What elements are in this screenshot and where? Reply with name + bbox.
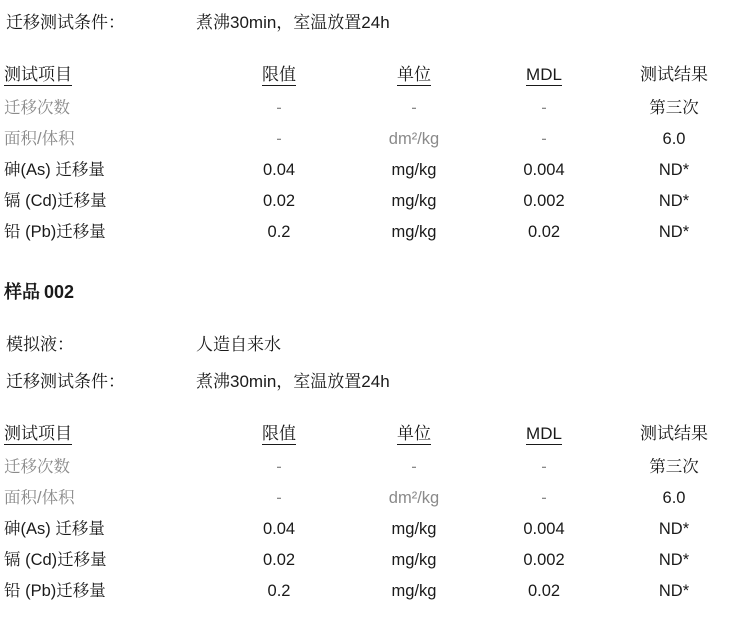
header-limit bbox=[214, 418, 344, 452]
table-row bbox=[4, 217, 744, 248]
header-mdl-label: MDL bbox=[526, 65, 562, 84]
header-result-label: 测试结果 bbox=[640, 65, 708, 84]
header-result-label: 测试结果 bbox=[640, 424, 708, 443]
cell-item: 迁移次数 bbox=[4, 99, 70, 117]
cell-unit: mg/kg bbox=[391, 223, 437, 241]
migration-condition-label: 迁移测试条件： bbox=[6, 372, 125, 391]
header-limit-label: 限值 bbox=[262, 65, 296, 84]
top-condition-value: 煮沸30min，室温放置24h bbox=[196, 13, 390, 32]
header-mdl bbox=[484, 418, 604, 452]
cell-limit: - bbox=[276, 489, 282, 507]
cell-result: ND* bbox=[658, 161, 690, 179]
cell-item: 铅 (Pb)迁移量 bbox=[4, 223, 106, 241]
cell-unit: dm²/kg bbox=[388, 489, 440, 507]
top-condition-label: 迁移测试条件： bbox=[6, 13, 125, 32]
header-item bbox=[4, 418, 214, 452]
cell-mdl: - bbox=[541, 130, 547, 148]
header-item bbox=[4, 59, 214, 93]
results-table-2-body bbox=[4, 452, 744, 607]
cell-unit: mg/kg bbox=[391, 520, 437, 538]
cell-unit: mg/kg bbox=[391, 192, 437, 210]
cell-mdl: 0.02 bbox=[527, 223, 561, 241]
table-row bbox=[4, 483, 744, 514]
migration-condition-value: 煮沸30min，室温放置24h bbox=[196, 372, 390, 391]
results-table-1-head bbox=[4, 59, 744, 93]
cell-item: 铅 (Pb)迁移量 bbox=[4, 582, 106, 600]
cell-limit: 0.2 bbox=[267, 223, 291, 241]
simulant-row bbox=[6, 330, 755, 355]
cell-mdl: 0.002 bbox=[523, 551, 565, 569]
table-row bbox=[4, 545, 744, 576]
cell-mdl: 0.004 bbox=[523, 161, 565, 179]
cell-limit: 0.04 bbox=[262, 520, 296, 538]
cell-result: ND* bbox=[658, 582, 690, 600]
cell-result: ND* bbox=[658, 192, 690, 210]
cell-item: 面积/体积 bbox=[4, 130, 75, 148]
cell-result: 第三次 bbox=[649, 99, 699, 117]
cell-result: 第三次 bbox=[649, 458, 699, 476]
spacer bbox=[0, 304, 755, 330]
table-header-row bbox=[4, 418, 744, 452]
cell-result: ND* bbox=[658, 520, 690, 538]
spacer bbox=[0, 248, 755, 278]
header-unit bbox=[344, 59, 484, 93]
results-table-2-head bbox=[4, 418, 744, 452]
table-row bbox=[4, 93, 744, 124]
cell-limit: 0.2 bbox=[267, 582, 291, 600]
cell-unit: dm²/kg bbox=[388, 130, 440, 148]
cell-item: 砷(As) 迁移量 bbox=[4, 520, 105, 538]
spacer bbox=[0, 355, 755, 367]
sample-heading-number: 002 bbox=[44, 282, 75, 302]
header-result bbox=[604, 418, 744, 452]
results-table-2 bbox=[4, 418, 744, 607]
spacer bbox=[0, 33, 755, 59]
spacer bbox=[0, 392, 755, 418]
header-result bbox=[604, 59, 744, 93]
cell-unit: mg/kg bbox=[391, 582, 437, 600]
table-row bbox=[4, 186, 744, 217]
cell-mdl: - bbox=[541, 489, 547, 507]
cell-mdl: 0.02 bbox=[527, 582, 561, 600]
cell-mdl: - bbox=[541, 458, 547, 476]
cell-unit: - bbox=[411, 458, 417, 476]
cell-unit: mg/kg bbox=[391, 551, 437, 569]
cell-unit: mg/kg bbox=[391, 161, 437, 179]
cell-mdl: 0.004 bbox=[523, 520, 565, 538]
header-unit bbox=[344, 418, 484, 452]
cell-limit: - bbox=[276, 458, 282, 476]
cell-result: ND* bbox=[658, 551, 690, 569]
cell-result: 6.0 bbox=[662, 130, 686, 148]
spacer bbox=[0, 0, 755, 8]
cell-item: 砷(As) 迁移量 bbox=[4, 161, 105, 179]
cell-mdl: 0.002 bbox=[523, 192, 565, 210]
table-row bbox=[4, 155, 744, 186]
sample-heading-prefix: 样品 bbox=[4, 282, 40, 302]
cell-result: ND* bbox=[658, 223, 690, 241]
header-mdl bbox=[484, 59, 604, 93]
cell-limit: - bbox=[276, 130, 282, 148]
cell-limit: 0.04 bbox=[262, 161, 296, 179]
header-unit-label: 单位 bbox=[397, 424, 431, 443]
cell-unit: - bbox=[411, 99, 417, 117]
top-condition-row bbox=[6, 8, 755, 33]
table-row bbox=[4, 452, 744, 483]
simulant-value: 人造自来水 bbox=[196, 335, 281, 354]
table-header-row bbox=[4, 59, 744, 93]
cell-item: 镉 (Cd)迁移量 bbox=[4, 192, 107, 210]
header-item-label: 测试项目 bbox=[4, 65, 72, 84]
header-mdl-label: MDL bbox=[526, 424, 562, 443]
header-limit bbox=[214, 59, 344, 93]
results-table-1-body bbox=[4, 93, 744, 248]
simulant-label: 模拟液： bbox=[6, 335, 74, 354]
table-row bbox=[4, 576, 744, 607]
cell-item: 迁移次数 bbox=[4, 458, 70, 476]
header-limit-label: 限值 bbox=[262, 424, 296, 443]
sample-heading bbox=[0, 278, 755, 304]
table-row bbox=[4, 514, 744, 545]
table-row bbox=[4, 124, 744, 155]
cell-mdl: - bbox=[541, 99, 547, 117]
results-table-1 bbox=[4, 59, 744, 248]
cell-item: 面积/体积 bbox=[4, 489, 75, 507]
cell-item: 镉 (Cd)迁移量 bbox=[4, 551, 107, 569]
cell-limit: - bbox=[276, 99, 282, 117]
header-item-label: 测试项目 bbox=[4, 424, 72, 443]
cell-limit: 0.02 bbox=[262, 192, 296, 210]
migration-condition-row bbox=[6, 367, 755, 392]
cell-limit: 0.02 bbox=[262, 551, 296, 569]
header-unit-label: 单位 bbox=[397, 65, 431, 84]
cell-result: 6.0 bbox=[662, 489, 686, 507]
